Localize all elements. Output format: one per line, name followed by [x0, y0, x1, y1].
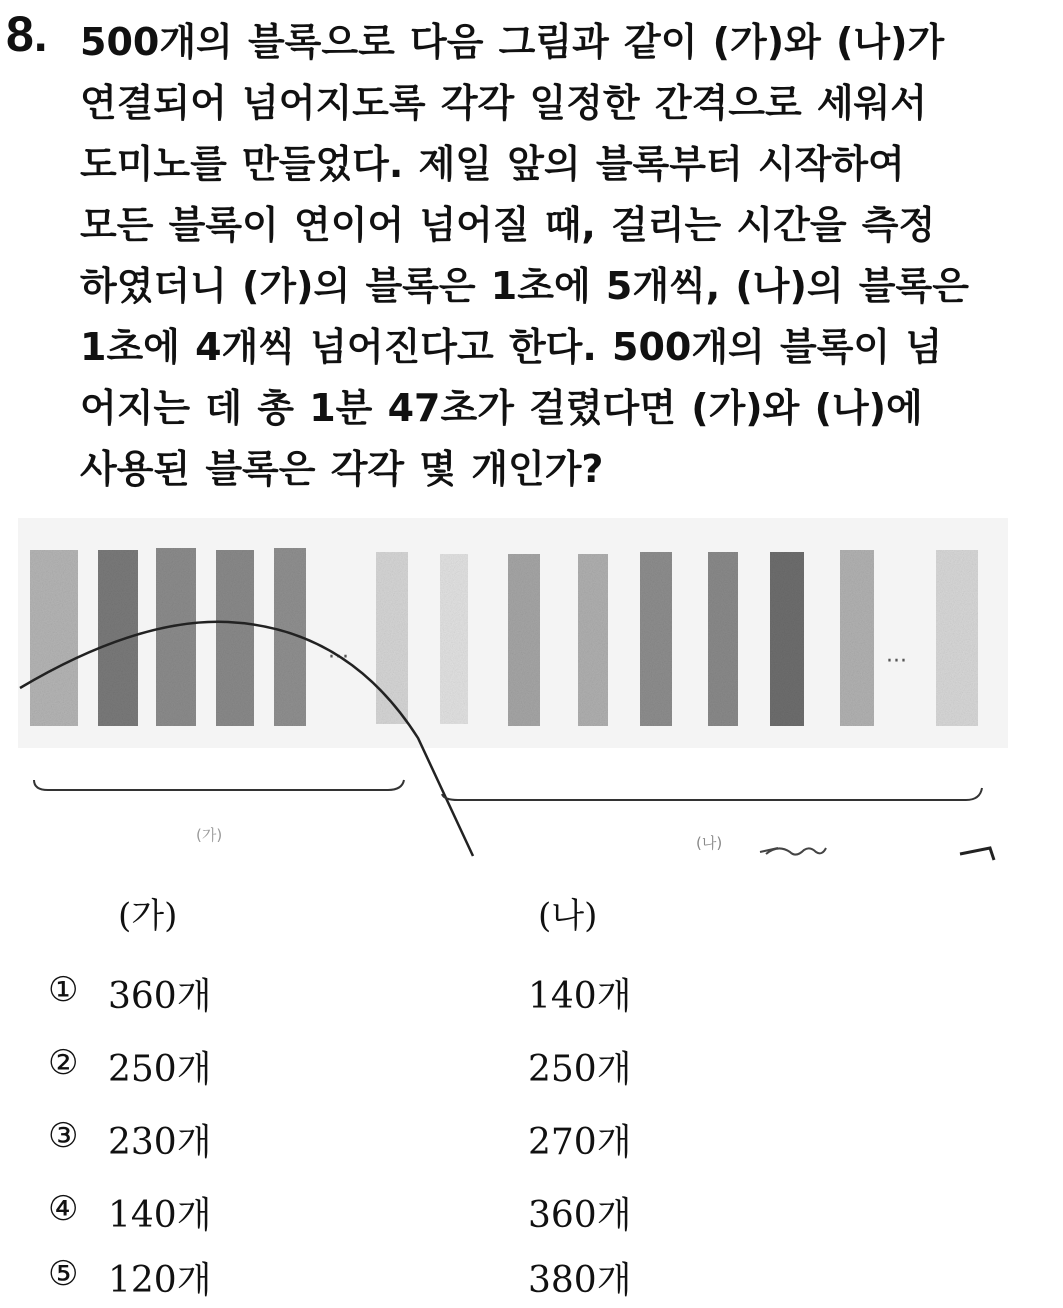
- question-stem: [80, 12, 1040, 500]
- handwritten-mark: [760, 848, 826, 855]
- domino-block: [440, 554, 468, 724]
- choice-option-4[interactable]: [0, 1181, 1063, 1241]
- choice-value-b: 250개: [528, 1049, 632, 1090]
- choice-header-b: (나): [538, 896, 598, 936]
- brace-a: [34, 780, 404, 790]
- choice-number: ②: [48, 1043, 79, 1083]
- domino-block: [216, 550, 254, 726]
- domino-block: [578, 554, 608, 726]
- domino-block: [156, 548, 196, 726]
- domino-block: [640, 552, 672, 726]
- choice-number: ④: [48, 1189, 79, 1229]
- label-a: (가): [196, 826, 223, 844]
- domino-block: [840, 550, 874, 726]
- stem-line: 사용된 블록은 각각 몇 개인가?: [80, 447, 604, 491]
- brace-b: [442, 788, 982, 800]
- choice-value-a: 140개: [108, 1195, 212, 1236]
- choice-number: ⑤: [48, 1254, 79, 1294]
- question-number: 8.: [6, 6, 48, 62]
- choice-option-5[interactable]: [0, 1246, 1063, 1306]
- domino-block: [770, 552, 804, 726]
- stem-line: 도미노를 만들었다. 제일 앞의 블록부터 시작하여: [80, 142, 905, 186]
- choice-value-a: 120개: [108, 1260, 212, 1301]
- choice-value-a: 360개: [108, 976, 212, 1017]
- domino-block: [30, 550, 78, 726]
- ellipsis-a: ···: [328, 645, 349, 670]
- choice-value-a: 250개: [108, 1049, 212, 1090]
- stem-line: 연결되어 넘어지도록 각각 일정한 간격으로 세워서: [80, 81, 928, 125]
- choice-value-b: 360개: [528, 1195, 632, 1236]
- choice-value-b: 270개: [528, 1122, 632, 1163]
- choice-value-b: 140개: [528, 976, 632, 1017]
- domino-block: [98, 550, 138, 726]
- choice-number: ①: [48, 970, 79, 1010]
- choice-option-1[interactable]: [0, 962, 1063, 1022]
- label-b: (나): [696, 834, 723, 852]
- choice-value-a: 230개: [108, 1122, 212, 1163]
- stem-line: 1초에 4개씩 넘어진다고 한다. 500개의 블록이 넘: [80, 325, 943, 369]
- domino-block: [936, 550, 978, 726]
- domino-block: [376, 552, 408, 724]
- domino-figure: [18, 518, 1008, 863]
- domino-block: [508, 554, 540, 726]
- handwritten-mark: [960, 848, 994, 860]
- choice-header-a: (가): [118, 896, 178, 936]
- stem-line: 500개의 블록으로 다음 그림과 같이 (가)와 (나)가: [80, 20, 945, 64]
- domino-illustration: [18, 518, 1008, 863]
- stem-line: 모든 블록이 연이어 넘어질 때, 걸리는 시간을 측정: [80, 203, 936, 247]
- choice-value-b: 380개: [528, 1260, 632, 1301]
- stem-line: 하였더니 (가)의 블록은 1초에 5개씩, (나)의 블록은: [80, 264, 969, 308]
- choice-option-3[interactable]: [0, 1108, 1063, 1168]
- choice-option-2[interactable]: [0, 1035, 1063, 1095]
- choice-number: ③: [48, 1116, 79, 1156]
- stem-line: 어지는 데 총 1분 47초가 걸렸다면 (가)와 (나)에: [80, 386, 923, 430]
- domino-block: [708, 552, 738, 726]
- ellipsis-b: ···: [886, 649, 907, 674]
